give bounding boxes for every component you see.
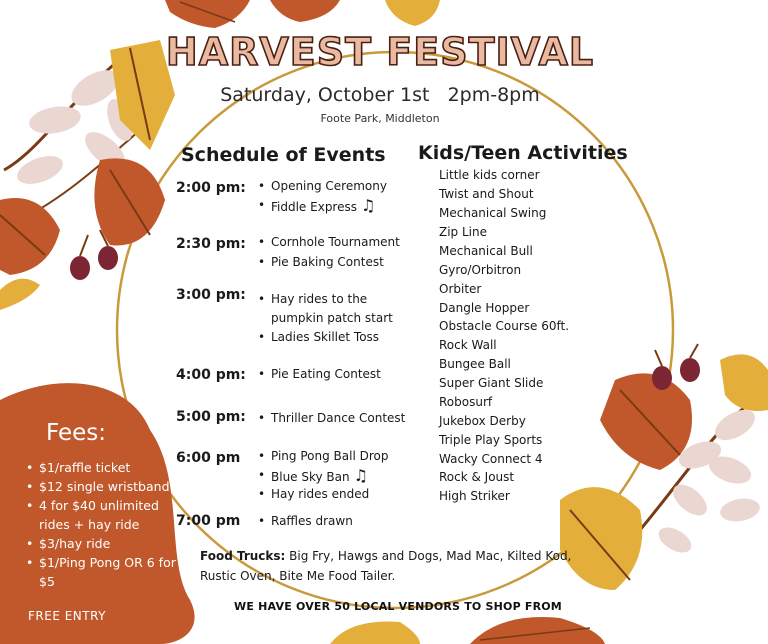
fee-item: • 4 for $40 unlimited rides + hay ride [26, 496, 176, 534]
free-entry-label: FREE ENTRY [28, 609, 107, 623]
fee-item: • $3/hay ride [26, 534, 176, 553]
location-line: Foote Park, Middleton [320, 112, 440, 125]
event-item [258, 466, 418, 487]
event-item: • Cornhole Tournament [258, 233, 418, 252]
kids-activity: Dangle Hopper [439, 301, 530, 315]
event-item: • Hay rides ended [258, 485, 418, 504]
event-item: • Opening Ceremony [258, 177, 418, 196]
event-item: • Ladies Skillet Toss [258, 328, 418, 347]
event-item: • Raffles drawn [258, 512, 418, 531]
event-item: • Hay rides to the pumpkin patch start [258, 290, 418, 328]
fee-item: • $12 single wristband [26, 477, 176, 496]
food-trucks-text: Big Fry, Hawgs and Dogs, Mad Mac, Kilted Kod, Rustic Oven, Bite Me Food Tailer. [200, 549, 572, 583]
schedule-heading: Schedule of Events [181, 144, 386, 166]
music-note-icon: ♫ [361, 196, 376, 215]
slot-time: 7:00 pm [176, 513, 241, 529]
slot-time: 5:00 pm: [176, 409, 246, 425]
fee-item: • $1/raffle ticket [26, 458, 176, 477]
food-trucks [200, 546, 580, 586]
event-item: • Pie Eating Contest [258, 365, 418, 384]
event-label: Blue Sky Ban [271, 470, 350, 484]
date-line: Saturday, October 1st 2pm-8pm [220, 84, 540, 106]
kids-activity: Twist and Shout [439, 187, 534, 201]
event-item: • Pie Baking Contest [258, 253, 418, 272]
slot-time: 4:00 pm: [176, 367, 246, 383]
kids-activity: Super Giant Slide [439, 376, 544, 390]
right-leaf-cluster [560, 344, 768, 590]
kids-activity: Jukebox Derby [439, 414, 526, 428]
kids-activity: Robosurf [439, 395, 493, 409]
slot-time: 3:00 pm: [176, 287, 246, 303]
top-leaves [165, 0, 440, 28]
kids-activity: Triple Play Sports [439, 433, 543, 447]
page-title: HARVEST FESTIVAL [165, 30, 595, 74]
kids-activity: Obstacle Course 60ft. [439, 319, 570, 333]
kids-activity: Orbiter [439, 282, 482, 296]
kids-activity: Wacky Connect 4 [439, 452, 543, 466]
event-label: Fiddle Express [271, 200, 357, 214]
event-item: • Ping Pong Ball Drop [258, 447, 418, 466]
fees-heading: Fees: [46, 420, 107, 446]
event-item: • Thriller Dance Contest [258, 409, 418, 428]
fee-item: • $1/Ping Pong OR 6 for $5 [26, 553, 176, 591]
kids-activity: Little kids corner [439, 168, 540, 182]
kids-activity: High Striker [439, 489, 510, 503]
kids-activity: Zip Line [439, 225, 487, 239]
left-leaf-cluster [0, 40, 175, 310]
food-trucks-label: Food Trucks: [200, 549, 286, 563]
kids-activity: Rock & Joust [439, 470, 515, 484]
event-item [258, 196, 418, 217]
slot-time: 6:00 pm [176, 450, 241, 466]
kids-heading: Kids/Teen Activities [418, 142, 628, 164]
bottom-leaves [330, 617, 605, 644]
slot-time: 2:30 pm: [176, 236, 246, 252]
slot-time: 2:00 pm: [176, 180, 246, 196]
kids-activity: Rock Wall [439, 338, 497, 352]
kids-activity: Mechanical Bull [439, 244, 533, 258]
vendors-banner: WE HAVE OVER 50 LOCAL VENDORS TO SHOP FROM [234, 600, 562, 613]
kids-activity: Bungee Ball [439, 357, 511, 371]
kids-activity: Mechanical Swing [439, 206, 547, 220]
kids-activity: Gyro/Orbitron [439, 263, 522, 277]
music-note-icon: ♫ [353, 466, 368, 485]
